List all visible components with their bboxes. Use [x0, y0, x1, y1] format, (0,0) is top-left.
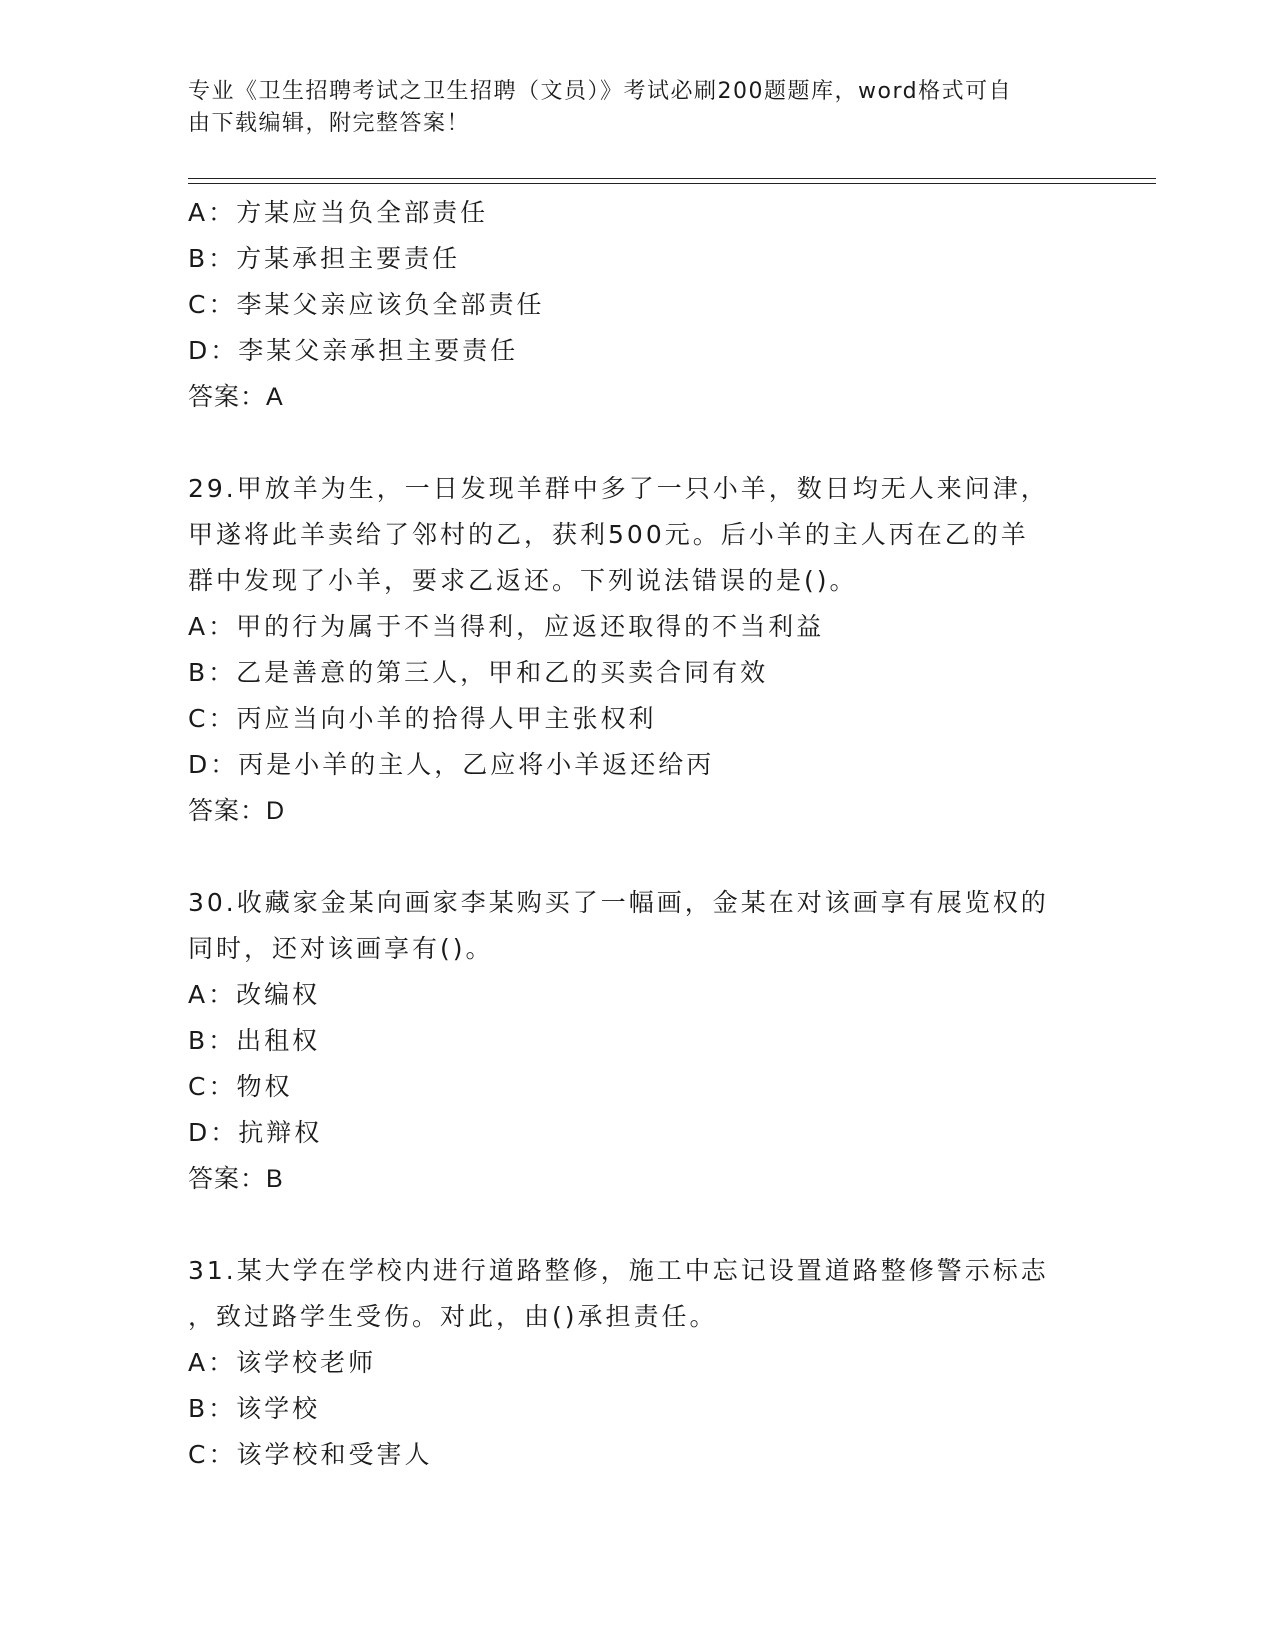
question-text-line: 30.收藏家金某向画家李某购买了一幅画，金某在对该画享有展览权的	[188, 888, 1049, 917]
answer-text: 答案：B	[188, 1165, 284, 1193]
option-b: B：出租权	[188, 1026, 321, 1055]
spacer	[188, 834, 1088, 880]
option-c: C：该学校和受害人	[188, 1440, 433, 1469]
question-block	[188, 190, 1088, 420]
option-b: B：乙是善意的第三人，甲和乙的买卖合同有效	[188, 658, 769, 687]
option-a: A：甲的行为属于不当得利，应返还取得的不当利益	[188, 612, 825, 641]
spacer	[188, 1202, 1088, 1248]
question-list	[188, 190, 1088, 1478]
header-line-2: 由下载编辑，附完整答案！	[188, 111, 471, 136]
option-d: D：抗辩权	[188, 1118, 323, 1147]
option-a: A：方某应当负全部责任	[188, 198, 489, 227]
question-text-line: 31.某大学在学校内进行道路整修，施工中忘记设置道路整修警示标志	[188, 1256, 1049, 1285]
option-a: A：改编权	[188, 980, 321, 1009]
option-c: C：丙应当向小羊的拾得人甲主张权利	[188, 704, 657, 733]
option-c: C：物权	[188, 1072, 293, 1101]
option-b: B：方某承担主要责任	[188, 244, 461, 273]
question-block	[188, 880, 1088, 1202]
header-divider-bottom	[188, 183, 1156, 184]
answer-text: 答案：D	[188, 797, 286, 825]
option-d: D：李某父亲承担主要责任	[188, 336, 519, 365]
option-c: C：李某父亲应该负全部责任	[188, 290, 545, 319]
question-block	[188, 1248, 1088, 1478]
document-header	[188, 76, 1068, 140]
option-b: B：该学校	[188, 1394, 321, 1423]
question-text-line: 同时，还对该画享有()。	[188, 934, 494, 963]
header-line-1: 专业《卫生招聘考试之卫生招聘（文员）》考试必刷200题题库，word格式可自	[188, 79, 1013, 104]
question-block	[188, 466, 1088, 834]
question-text-line: ，致过路学生受伤。对此，由()承担责任。	[188, 1302, 718, 1331]
question-text-line: 29.甲放羊为生，一日发现羊群中多了一只小羊，数日均无人来问津，	[188, 474, 1049, 503]
answer-text: 答案：A	[188, 383, 284, 411]
question-text-line: 群中发现了小羊，要求乙返还。下列说法错误的是()。	[188, 566, 858, 595]
option-a: A：该学校老师	[188, 1348, 377, 1377]
header-divider-top	[188, 178, 1156, 179]
spacer	[188, 420, 1088, 466]
question-text-line: 甲遂将此羊卖给了邻村的乙，获利500元。后小羊的主人丙在乙的羊	[188, 520, 1029, 549]
option-d: D：丙是小羊的主人，乙应将小羊返还给丙	[188, 750, 715, 779]
